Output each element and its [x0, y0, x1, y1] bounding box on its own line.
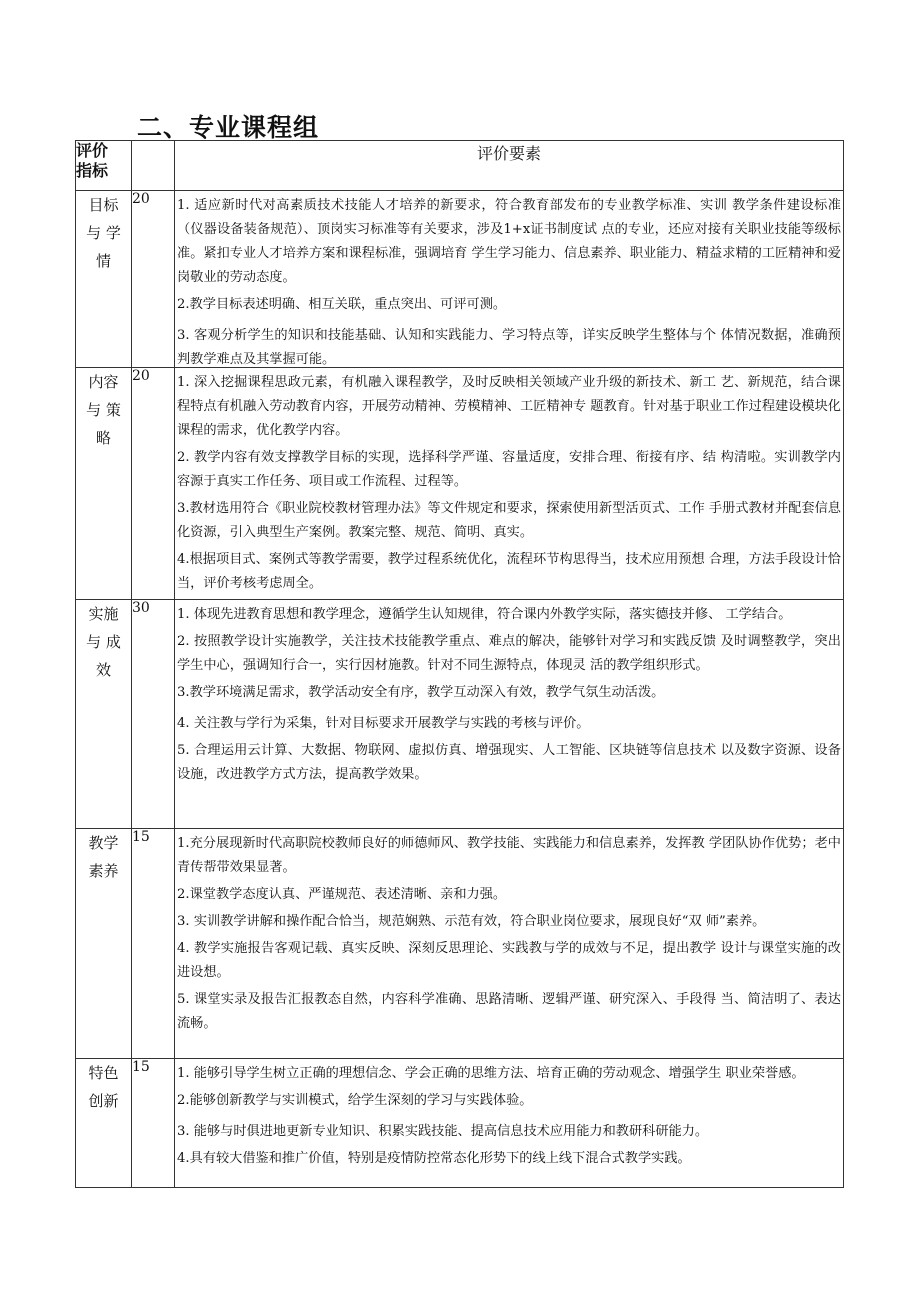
header-indicator-line2: 指标 — [76, 161, 109, 180]
criterion-item: 2.教学目标表述明确、相互关联，重点突出、可评可测。 — [177, 297, 507, 312]
table-row — [76, 1059, 844, 1188]
header-indicator-line1: 评价 — [76, 141, 109, 160]
table-row — [76, 600, 844, 829]
criterion-item: 1. 深入挖掘课程思政元素，有机融入课程教学，及时反映相关领域产业升级的新技术、新工 艺、新规范，结合课程特点有机融入劳动教育内容，开展劳动精神、劳模精神、工匠精神专 题教育。针对基于职业工作过程建设模块化课程的需求，优化教学内容。 — [177, 375, 841, 438]
criterion-item: 5. 合理运用云计算、大数据、物联网、虚拟仿真、增强现实、人工智能、区块链等信息技术 以及数字资源、设备设施，改进教学方式方法，提高教学效果。 — [177, 743, 841, 782]
elements-cell — [175, 1059, 844, 1188]
indicator-cell: 实施 与 成 效 — [76, 600, 132, 829]
criterion-item: 3. 客观分析学生的知识和技能基础、认知和实践能力、学习特点等，详实反映学生整体与个 体情况数据，准确预判教学难点及其掌握可能。 — [177, 328, 841, 367]
table-row — [76, 829, 844, 1059]
elements-cell — [175, 368, 844, 600]
criterion-item: 1. 能够引导学生树立正确的理想信念、学会正确的思维方法、培育正确的劳动观念、增强学生 职业荣誉感。 — [177, 1066, 805, 1081]
criterion-item: 3. 实训教学讲解和操作配合恰当，规范娴熟、示范有效，符合职业岗位要求，展现良好“双 师”素养。 — [177, 914, 766, 929]
elements-cell — [175, 191, 844, 368]
score-cell: 15 — [132, 829, 175, 1059]
score-cell: 20 — [132, 368, 175, 600]
criterion-item: 4.根据项目式、案例式等教学需要，教学过程系统优化，流程环节构思得当，技术应用预想 合理，方法手段设计恰当，评价考核考虑周全。 — [177, 552, 841, 591]
header-elements: 评价要素 — [175, 141, 844, 191]
criterion-item: 3.教学环境满足需求，教学活动安全有序，教学互动深入有效，教学气氛生动活泼。 — [177, 685, 665, 700]
score-cell: 15 — [132, 1059, 175, 1188]
criterion-item: 3.教材选用符合《职业院校教材管理办法》等文件规定和要求，探索使用新型活页式、工作 手册式教材并配套信息化资源，引入典型生产案例。教案完整、规范、简明、真实。 — [177, 501, 841, 540]
table-row — [76, 191, 844, 368]
table-row — [76, 368, 844, 600]
criterion-item: 4. 关注教与学行为采集，针对目标要求开展教学与实践的考核与评价。 — [177, 716, 590, 731]
criterion-item: 4.具有较大借鉴和推广价值，特别是疫情防控常态化形势下的线上线下混合式教学实践。 — [177, 1151, 691, 1166]
header-indicator — [76, 141, 132, 191]
indicator-cell: 教学 素养 — [76, 829, 132, 1059]
criterion-item: 2. 按照教学设计实施教学，关注技术技能教学重点、难点的解决，能够针对学习和实践反馈 及时调整教学，突出学生中心，强调知行合一，实行因材施教。针对不同生源特点，体现灵 活的教学组织形式。 — [177, 634, 841, 673]
criterion-item: 4. 教学实施报告客观记载、真实反映、深刻反思理论、实践教与学的成效与不足，提出教学 设计与课堂实施的改进设想。 — [177, 941, 841, 980]
indicator-cell: 目标 与 学 情 — [76, 191, 132, 368]
criterion-item: 3. 能够与时俱进地更新专业知识、积累实践技能、提高信息技术应用能力和教研科研能力。 — [177, 1124, 709, 1139]
table-header-row — [76, 141, 844, 191]
header-score — [132, 141, 175, 191]
section-heading: 二、专业课程组 — [137, 113, 320, 142]
score-cell: 20 — [132, 191, 175, 368]
criterion-item: 1. 体现先进教育思想和教学理念，遵循学生认知规律，符合课内外教学实际，落实德技并修、 工学结合。 — [177, 607, 792, 622]
criterion-item: 2. 教学内容有效支撑教学目标的实现，选择科学严谨、容量适度，安排合理、衔接有序、结 构清啦。实训教学内容源于真实工作任务、项目或工作流程、过程等。 — [177, 450, 841, 489]
indicator-cell: 内容 与 策 略 — [76, 368, 132, 600]
indicator-cell: 特色 创新 — [76, 1059, 132, 1188]
criterion-item: 2.能够创新教学与实训模式，给学生深刻的学习与实践体验。 — [177, 1093, 533, 1108]
criterion-item: 1. 适应新时代对高素质技术技能人才培养的新要求，符合教育部发布的专业教学标准、实训 教学条件建设标准（仪器设备装备规范）、顶岗实习标准等有关要求，涉及1+x证书制度试 点的专业，还应对接有关职业技能等级标准。紧扣专业人才培养方案和课程标准，强调培育 学生学习能力、信息素养、职业能力、精益求精的工匠精神和爱岗敬业的劳动态度。 — [177, 198, 841, 285]
elements-cell — [175, 829, 844, 1059]
criterion-item: 5. 课堂实录及报告汇报教态自然，内容科学准确、思路清晰、逻辑严谨、研究深入、手段得 当、简洁明了、表达流畅。 — [177, 992, 841, 1031]
elements-cell — [175, 600, 844, 829]
evaluation-table — [75, 140, 844, 1188]
criterion-item: 1.充分展现新时代高职院校教师良好的师德师风、教学技能、实践能力和信息素养，发挥教 学团队协作优势；老中青传帮带效果显著。 — [177, 836, 841, 875]
criterion-item: 2.课堂教学态度认真、严谨规范、表述清晰、亲和力强。 — [177, 887, 507, 902]
score-cell: 30 — [132, 600, 175, 829]
